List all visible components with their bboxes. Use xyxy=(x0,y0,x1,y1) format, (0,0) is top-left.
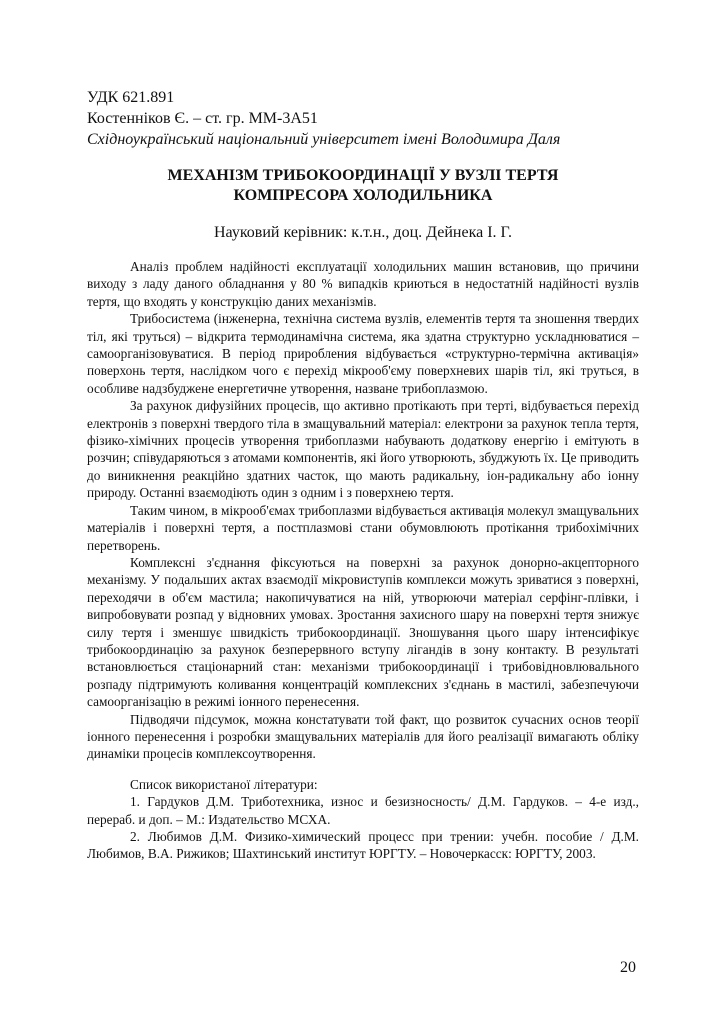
body-paragraph: Таким чином, в мікрооб'ємах трибоплазми відбувається активація молекул змащувальних матеріалів і поверхні тертя, а постплазмові стани обумовлюють протікання трибохімічних перетворень. xyxy=(87,502,639,553)
body-paragraph: Трибосистема (інженерна, технічна система вузлів, елементів тертя та зношення твердих тіл, які труться) – відкрита термодинамічна система, яка здатна структурно ускладнюватися – самоорганізовуватися. В період приробления відбувається «структурно-термічна активація» поверхонь тертя, наслідком чого є перехід мікрооб'єму поверхневих шарів тіл, які труться, в особливе надзбуджене енергетичне утворення, назване трибоплазмою. xyxy=(87,311,639,396)
paper-body xyxy=(87,258,639,763)
author-line: Костенніков Є. – ст. гр. ММ-3А51 xyxy=(87,110,318,127)
supervisor-line: Науковий керівник: к.т.н., доц. Дейнека І. Г. xyxy=(214,224,512,241)
body-paragraph: Комплексні з'єднання фіксуються на поверхні за рахунок донорно-акцепторного механізму. У подальших актах взаємодії мікровиступів комплекси можуть зриватися з поверхні, переходячи в об'єм мастила; накопичуватися на ній, утворюючи матеріал серфінг-плівки, і випробовувати розпад у відновних умовах. Зростання захисного шару на поверхні тертя знижує силу тертя і зменшує швидкість трибокоординації. Зношування цього шару інтенсифікує трибокоординацію за рахунок безперервного вступу лігандів в зону контакту. В результаті встановлюється стаціонарний стан: механізми трибокоординації і трибовідновлювального розпаду підтримують коливання концентрацій комплексних з'єднань в мастилі, забезпечуючи самоорганізацію в режимі іонного перенесення. xyxy=(87,554,639,710)
body-paragraph: Підводячи підсумок, можна констатувати той факт, що розвиток сучасних основ теорії іонного перенесення і розробки змащувальних матеріалів для його реалізації вимагають обліку динаміки процесів комплексоутворення. xyxy=(87,711,639,762)
paper-title-line-2: КОМПРЕСОРА ХОЛОДИЛЬНИКА xyxy=(233,187,493,204)
paper-page xyxy=(87,87,639,863)
affiliation: Східноукраїнський національний університет імені Володимира Даля xyxy=(87,131,561,148)
reference-item: 2. Любимов Д.М. Физико-химический процесс при трении: учебн. пособие / Д.М. Любимов, В.А. Рижиков; Шахтинський институт ЮРГТУ. – Новочеркасск: ЮРГТУ, 2003. xyxy=(87,829,639,862)
page-number: 20 xyxy=(620,959,636,976)
body-paragraph: За рахунок дифузійних процесів, що активно протікають при терті, відбувається перехід електронів з поверхні твердого тіла в змащувальний матеріал: електрони за рахунок тепла тертя, фізико-хімічних процесів утворення трибоплазми набувають додаткову енергію і емітують в розчин; співударяються з атомами компонентів, які його утворюють, збуджують їх. Це приводить до виникнення реакційно здатних часток, що мають радикальну, іон-радикальну або іонну природу. Останні взаємодіють один з одним і з поверхнею тертя. xyxy=(87,398,639,501)
paper-title xyxy=(87,166,639,206)
reference-heading: Список використаної літератури: xyxy=(130,776,318,792)
udc-code: УДК 621.891 xyxy=(87,89,175,106)
paper-title-line-1: МЕХАНІЗМ ТРИБОКООРДИНАЦІЇ У ВУЗЛІ ТЕРТЯ xyxy=(167,167,559,184)
reference-item: 1. Гардуков Д.М. Триботехника, износ и безизносность/ Д.М. Гардуков. – 4-е изд., перераб. и доп. – М.: Издательство МСХА. xyxy=(87,794,639,827)
reference-list xyxy=(87,776,639,863)
body-paragraph: Аналіз проблем надійності експлуатації холодильних машин встановив, що причини виходу з ладу даного обладнання у 80 % випадків криються в недостатній надійності вузлів тертя, що входять у конструкцію даних механізмів. xyxy=(87,259,639,309)
